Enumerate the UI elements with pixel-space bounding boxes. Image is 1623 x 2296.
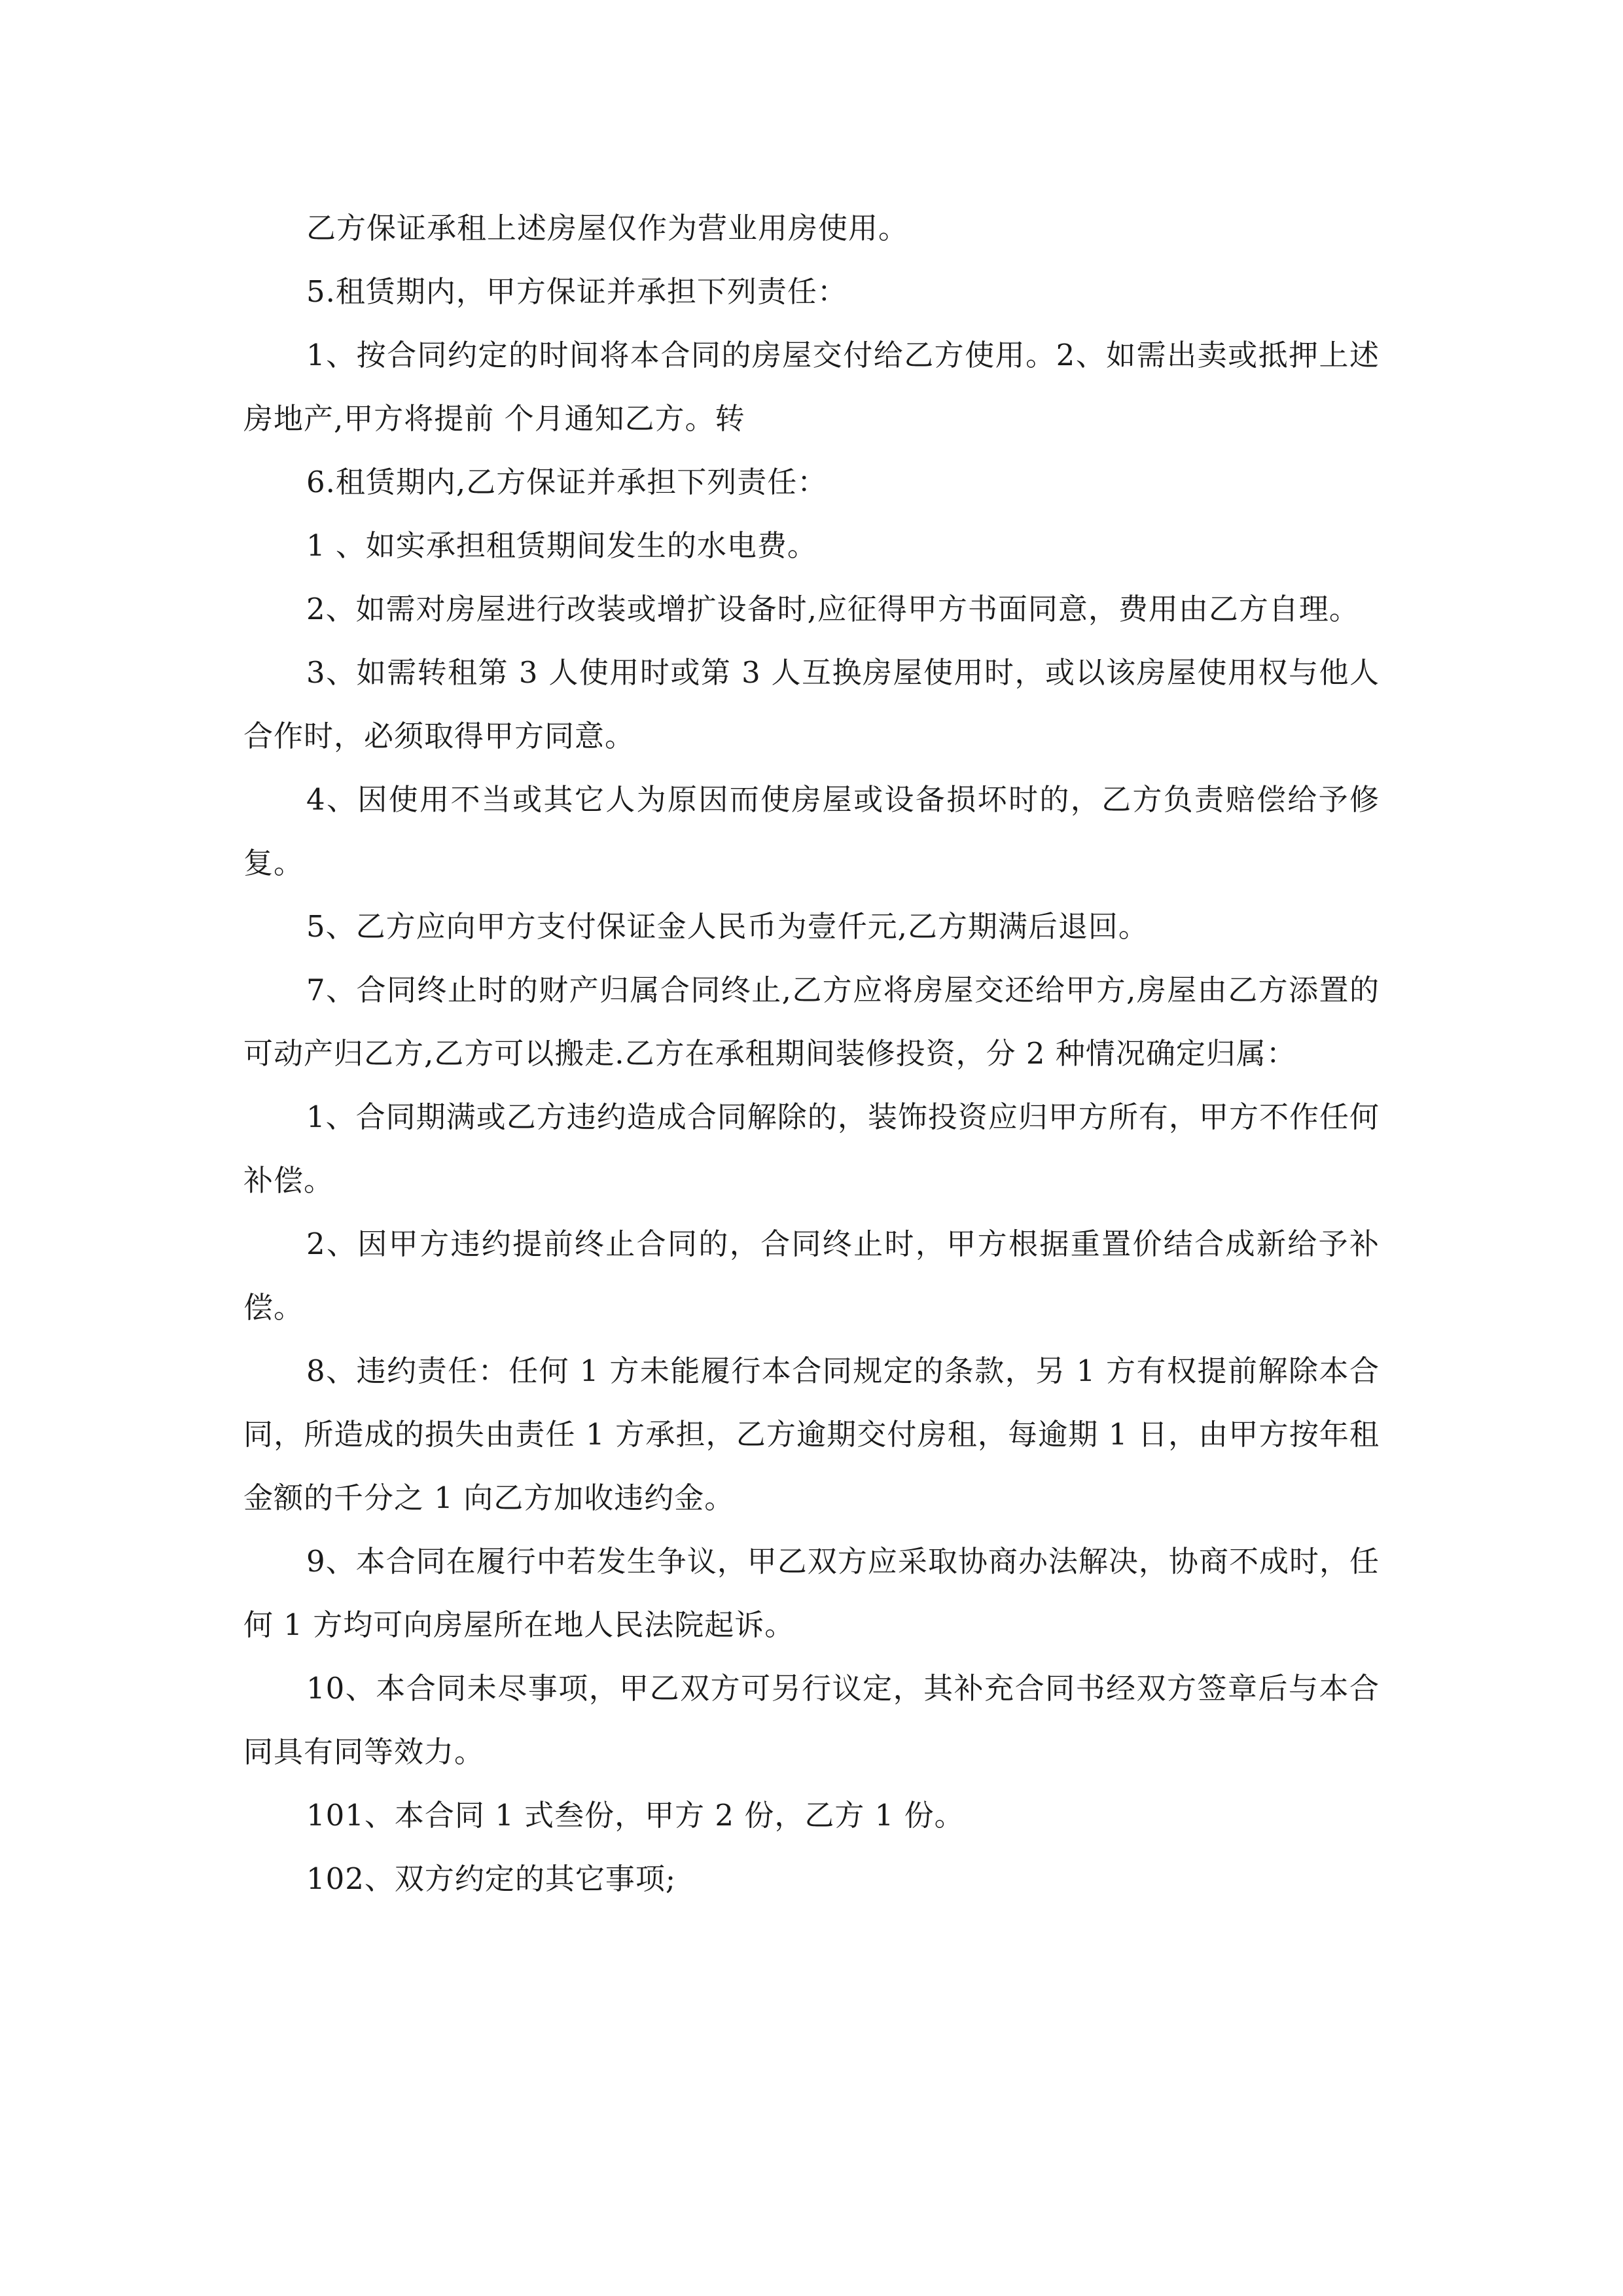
paragraph: 1、按合同约定的时间将本合同的房屋交付给乙方使用。2、如需出卖或抵押上述房地产,甲方将提前 个月通知乙方。转 bbox=[243, 338, 1380, 436]
paragraph: 102、双方约定的其它事项; bbox=[306, 1861, 677, 1896]
document-body bbox=[243, 196, 1380, 1910]
paragraph: 3、如需转租第 3 人使用时或第 3 人互换房屋使用时，或以该房屋使用权与他人合作时，必须取得甲方同意。 bbox=[243, 655, 1380, 753]
paragraph: 2、如需对房屋进行改装或增扩设备时,应征得甲方书面同意，费用由乙方自理。 bbox=[306, 592, 1359, 626]
paragraph: 8、违约责任：任何 1 方未能履行本合同规定的条款，另 1 方有权提前解除本合同，所造成的损失由责任 1 方承担，乙方逾期交付房租，每逾期 1 日，由甲方按年租金额的千分之 1 向乙方加收违约金。 bbox=[243, 1354, 1380, 1515]
paragraph: 5.租赁期内，甲方保证并承担下列责任： bbox=[306, 274, 847, 309]
paragraph: 5、乙方应向甲方支付保证金人民币为壹仟元,乙方期满后退回。 bbox=[306, 909, 1149, 944]
paragraph: 1 、如实承担租赁期间发生的水电费。 bbox=[306, 528, 817, 563]
paragraph: 101、本合同 1 式叁份，甲方 2 份，乙方 1 份。 bbox=[306, 1798, 965, 1833]
paragraph: 2、因甲方违约提前终止合同的，合同终止时，甲方根据重置价结合成新给予补偿。 bbox=[243, 1227, 1380, 1325]
paragraph: 4、因使用不当或其它人为原因而使房屋或设备损坏时的，乙方负责赔偿给予修复。 bbox=[243, 782, 1380, 880]
paragraph: 乙方保证承租上述房屋仅作为营业用房使用。 bbox=[306, 211, 909, 245]
paragraph: 10、本合同未尽事项，甲乙双方可另行议定，其补充合同书经双方签章后与本合同具有同等效力。 bbox=[243, 1671, 1380, 1769]
paragraph: 1、合同期满或乙方违约造成合同解除的，装饰投资应归甲方所有，甲方不作任何补偿。 bbox=[243, 1100, 1380, 1198]
paragraph: 9、本合同在履行中若发生争议，甲乙双方应采取协商办法解决，协商不成时，任何 1 方均可向房屋所在地人民法院起诉。 bbox=[243, 1544, 1380, 1642]
paragraph: 7、合同终止时的财产归属合同终止,乙方应将房屋交还给甲方,房屋由乙方添置的可动产归乙方,乙方可以搬走.乙方在承租期间装修投资，分 2 种情况确定归属： bbox=[243, 973, 1380, 1071]
paragraph: 6.租赁期内,乙方保证并承担下列责任： bbox=[306, 465, 828, 499]
